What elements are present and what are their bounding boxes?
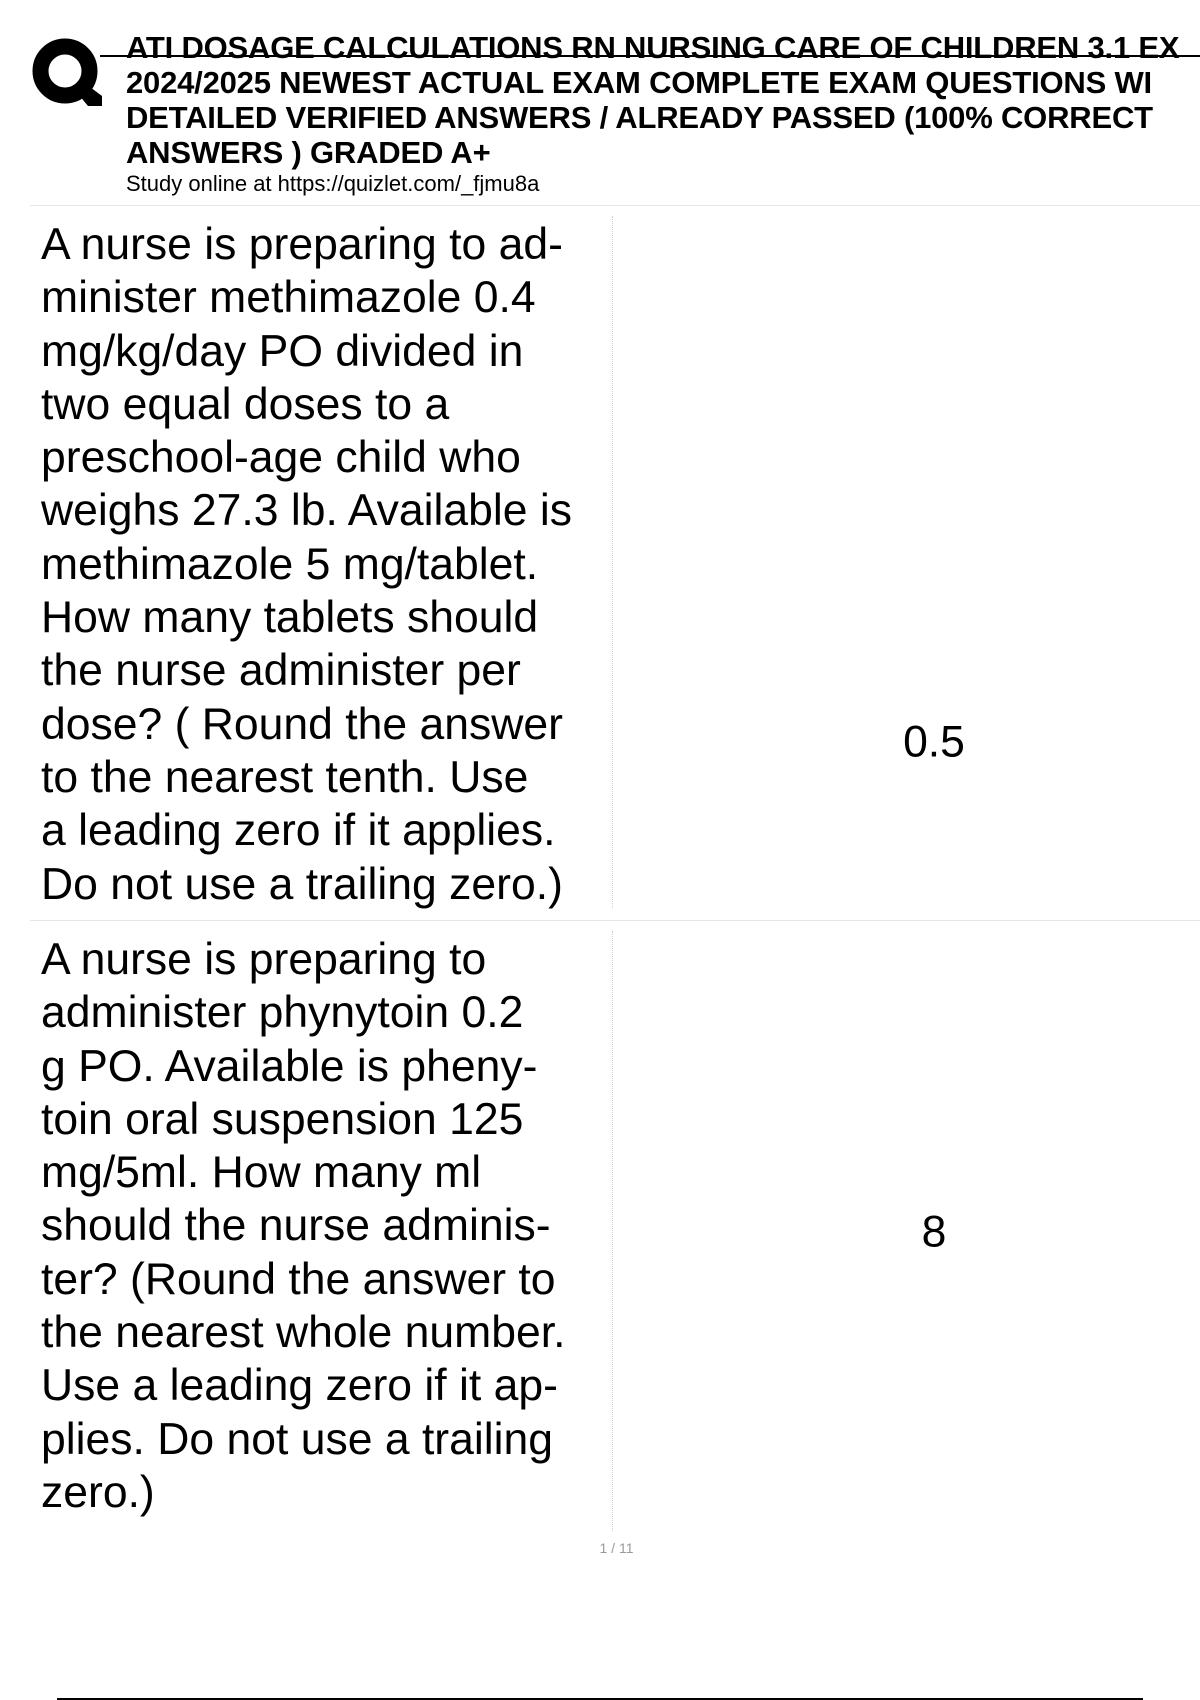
term-line: A nurse is preparing to [41,935,487,984]
term-line: Do not use a trailing zero.) [41,859,563,909]
document-header [0,0,1200,205]
title-line: ATI DOSAGE CALCULATIONS RN NURSING CARE OF CHILDREN 3.1 EX [126,30,1180,65]
term-line: to the nearest tenth. Use [41,752,529,802]
term-line: plies. Do not use a trailing [41,1414,554,1464]
term-line: should the nurse adminis- [41,1201,551,1251]
page-number: 1 / 11 [599,1540,634,1556]
term-line: g PO. Available is pheny- [41,1041,538,1091]
term-line: Use a leading zero if it ap- [41,1361,558,1411]
term-line: the nurse administer per [41,646,521,696]
column-separator [612,216,613,908]
term-line: A nurse is preparing to ad- [41,220,563,269]
term-line: weighs 27.3 lb. Available is [41,486,573,536]
document-title [126,30,1200,197]
term-line: administer phynytoin 0.2 [41,988,524,1038]
flashcard-definition: 0.5 [903,717,965,767]
flashcard [30,206,1200,920]
study-online-link[interactable]: Study online at https://quizlet.com/_fjmu8a [126,171,540,196]
term-line: mg/5ml. How many ml [41,1148,482,1198]
term-line: a leading zero if it applies. [41,806,556,856]
term-line: dose? ( Round the answer [41,699,563,749]
term-line: methimazole 5 mg/tablet. [41,539,539,589]
flashcard-term [41,933,641,1519]
title-line: DETAILED VERIFIED ANSWERS / ALREADY PASSED (100% CORRECT [126,100,1153,135]
title-line: 2024/2025 NEWEST ACTUAL EXAM COMPLETE EXAM QUESTIONS WI [126,65,1152,100]
flashcard [30,921,1200,1541]
term-line: mg/kg/day PO divided in [41,326,524,376]
flashcard-definition: 8 [921,1207,947,1257]
term-line: How many tablets should [41,593,539,643]
term-line: the nearest whole number. [41,1308,566,1358]
term-line: zero.) [41,1467,155,1517]
term-line: minister methimazole 0.4 [41,273,536,323]
term-line: two equal doses to a [41,379,450,429]
flashcard-term [41,218,641,911]
term-line: ter? (Round the answer to [41,1254,556,1304]
quizlet-logo-icon [32,34,106,114]
term-line: toin oral suspension 125 [41,1094,524,1144]
title-line: ANSWERS ) GRADED A+ [126,135,491,170]
term-line: preschool-age child who [41,433,521,483]
